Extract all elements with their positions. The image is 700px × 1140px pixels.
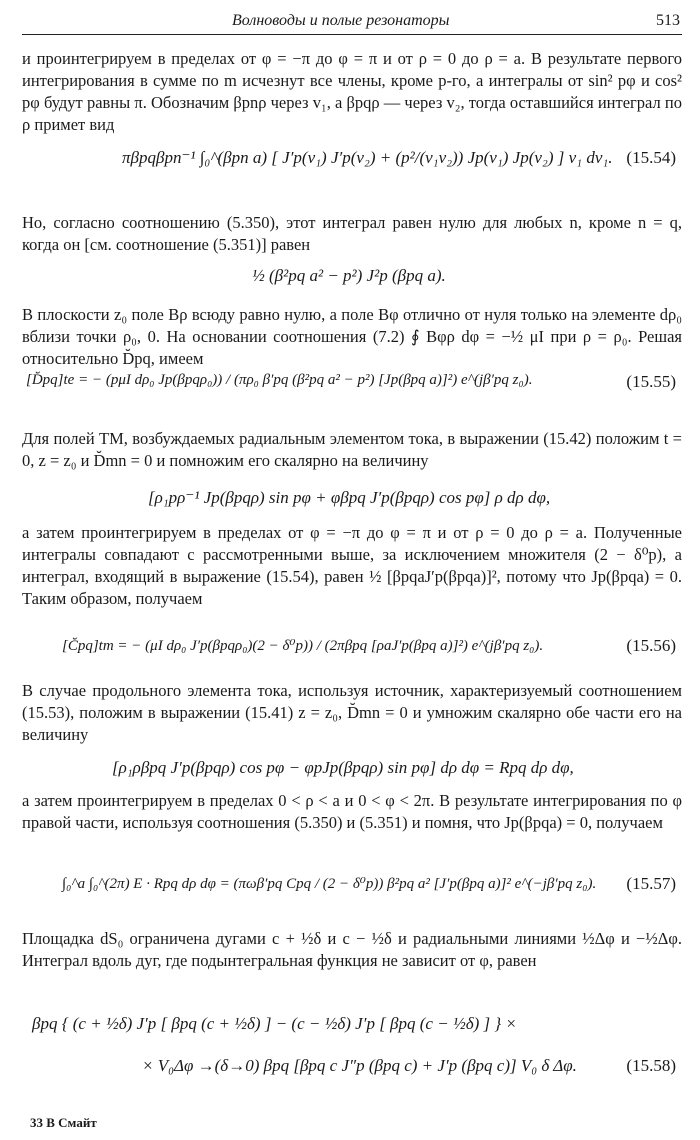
equation-15-57	[22, 874, 682, 904]
equation-number: (15.58)	[626, 1056, 676, 1075]
equation-number: (15.56)	[626, 636, 676, 655]
equation-tm-vector	[22, 488, 682, 518]
paragraph-4: Для полей TM, возбуждаемых радиальным элементом тока, в выражении (15.42) положим t = 0, z = z₀ и D̆mn = 0 и помножим его скалярно на величину	[22, 429, 682, 470]
page-number: 513	[656, 12, 680, 29]
signature-mark: 33 В Смайт	[30, 1115, 97, 1130]
equation-15-58-line1	[22, 1014, 682, 1044]
equation-body: [ρ₁ρβpq J′p(βpqρ) cos pφ − φpJp(βpqρ) sin pφ] dρ dφ = Rpq dρ dφ,	[112, 758, 574, 777]
paragraph-1: и проинтегрируем в пределах от φ = −π до φ = π и от ρ = 0 до ρ = a. В результате первого интегрирования в сумме по m исчезнут все члены, кроме p-го, а интегралы от sin² pφ и cos² pφ будут равны π. Обозначим βpnρ через v₁, а βpqρ — через v₂, тогда оставшийся интеграл по ρ примет вид	[22, 49, 682, 134]
equation-number: (15.57)	[626, 874, 676, 893]
equation-15-54	[22, 148, 682, 178]
equation-15-58-line2	[22, 1056, 682, 1086]
equation-number: (15.54)	[626, 148, 676, 167]
equation-body: [ρ₁pρ⁻¹ Jp(βpqρ) sin pφ + φβpq J′p(βpqρ) cos pφ] ρ dρ dφ,	[148, 488, 551, 507]
paragraph-2: Но, согласно соотношению (5.350), этот интеграл равен нулю для любых n, кроме n = q, когда он [см. соотношение (5.351)] равен	[22, 213, 682, 254]
equation-body: βpq { (c + ½δ) J′p [ βpq (c + ½δ) ] − (c − ½δ) J′p [ βpq (c − ½δ) ] } ×	[32, 1014, 517, 1033]
paragraph-8: Площадка dS₀ ограничена дугами c + ½δ и c − ½δ и радиальными линиями ½Δφ и −½Δφ. Интеграл вдоль дуг, где подынтегральная функция не зависит от φ, равен	[22, 929, 682, 970]
paragraph-3: В плоскости z₀ поле Bρ всюду равно нулю, а поле Bφ отлично от нуля только на элементе dρ₀ вблизи точки ρ₀, 0. На основании соотношения (7.2) ∮ Bφρ dφ = −½ μI при ρ = ρ₀. Решая относительно D̆pq, имеем	[22, 305, 682, 368]
equation-body: [D̆pq]te = − (pμI dρ₀ Jp(βpqρ₀)) / (πρ₀ β′pq (β²pq a² − p²) [Jp(βpq a)]²) e^(jβ′pq z₀).	[26, 372, 533, 388]
equation-r-vector	[22, 758, 682, 788]
equation-body: πβpqβpn⁻¹ ∫₀^(βpn a) [ J′p(v₁) J′p(v₂) + (p²/(v₁v₂)) Jp(v₁) Jp(v₂) ] v₁ dv₁.	[122, 148, 613, 167]
equation-body: ∫₀^a ∫₀^(2π) E · Rpq dρ dφ = (πωβ′pq Cpq / (2 − δ⁰p)) β²pq a² [J′p(βpq a)]² e^(−jβ′pq z₀).	[62, 876, 597, 892]
equation-15-56	[22, 636, 682, 666]
equation-body: ½ (β²pq a² − p²) J²p (βpq a).	[252, 266, 446, 285]
paragraph-7: а затем проинтегрируем в пределах 0 < ρ < a и 0 < φ < 2π. В результате интегрирования по φ правой части, используя соотношения (5.350) и (5.351) и помня, что Jp(βpqa) = 0, получаем	[22, 791, 682, 832]
equation-body: × V₀Δφ →(δ→0) βpq [βpq c J″p (βpq c) + J′p (βpq c)] V₀ δ Δφ.	[142, 1056, 577, 1075]
equation-15-55	[22, 372, 682, 402]
paragraph-6: В случае продольного элемента тока, используя источник, характеризуемый соотношением (15.53), положим в выражении (15.41) z = z₀, D̆mn = 0 и умножим скалярно обе части его на величину	[22, 681, 682, 744]
equation-number: (15.55)	[626, 372, 676, 391]
paragraph-5: а затем проинтегрируем в пределах от φ = −π до φ = π и от ρ = 0 до ρ = a. Полученные интегралы совпадают с рассмотренными выше, за исключением множителя (2 − δ⁰p), а интеграл, входящий в выражение (15.54), равен ½ [βpqaJ′p(βpqa)]², потому что Jp(βpqa) = 0. Таким образом, получаем	[22, 523, 682, 608]
running-header	[22, 10, 682, 35]
equation-body: [C̆pq]tm = − (μI dρ₀ J′p(βpqρ₀)(2 − δ⁰p)) / (2πβpq [ρaJ′p(βpq a)]²) e^(jβ′pq z₀).	[62, 638, 544, 654]
header-title: Волноводы и полые резонаторы	[232, 12, 450, 29]
equation-norm	[22, 266, 682, 296]
